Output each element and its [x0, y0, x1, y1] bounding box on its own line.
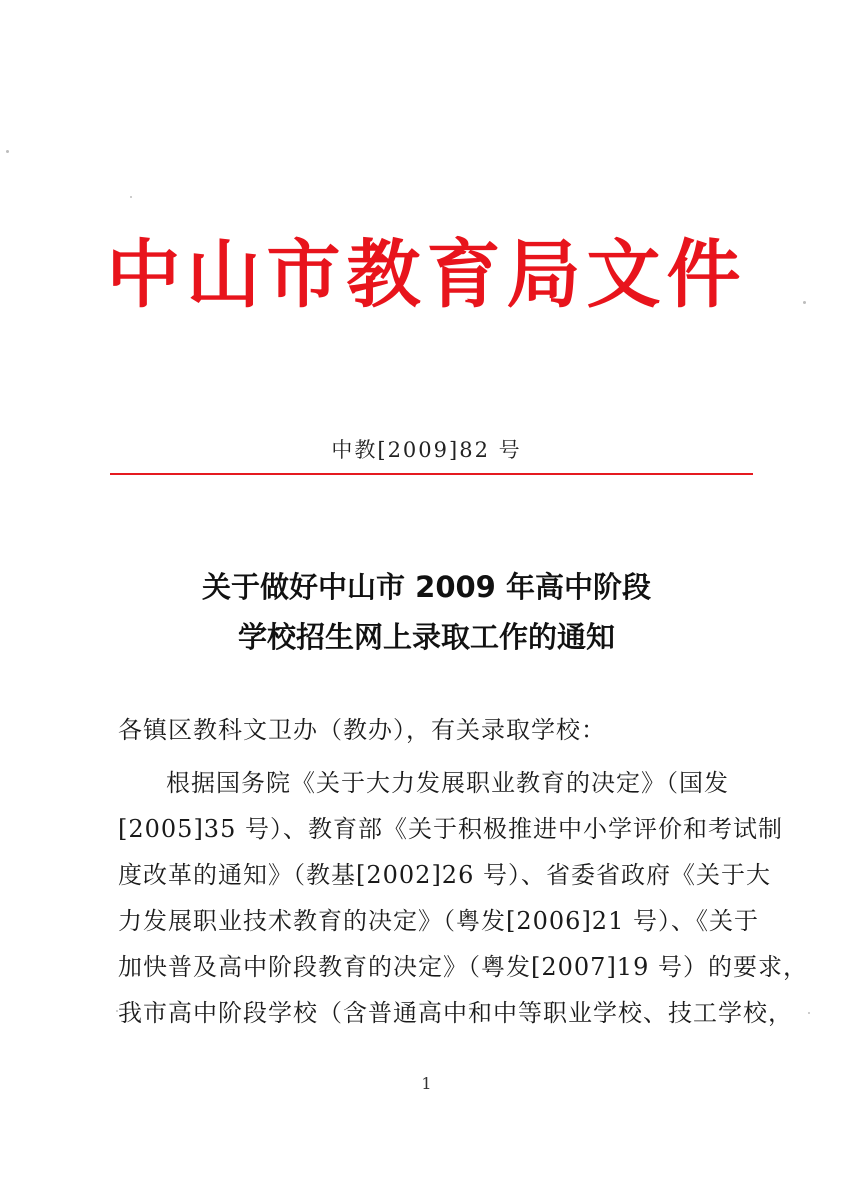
- body-line: [2005]35 号）、教育部《关于积极推进中小学评价和考试制: [118, 815, 783, 843]
- issuing-authority-title: 中山市教育局文件: [106, 232, 747, 318]
- document-title-line-2: 学校招生网上录取工作的通知: [237, 620, 615, 654]
- document-title: [0, 562, 853, 662]
- scan-speck: [803, 301, 806, 304]
- body-line: 我市高中阶段学校（含普通高中和中等职业学校、技工学校，: [118, 999, 793, 1027]
- body-line: 力发展职业技术教育的决定》（粤发[2006]21 号）、《关于: [118, 907, 759, 935]
- body-line: 加快普及高中阶段教育的决定》（粤发[2007]19 号）的要求，: [118, 953, 808, 981]
- scan-speck: [130, 196, 132, 198]
- salutation: 各镇区教科文卫办（教办），有关录取学校：: [118, 716, 606, 744]
- body-line: 度改革的通知》（教基[2002]26 号）、省委省政府《关于大: [118, 861, 771, 889]
- scan-speck: [6, 150, 9, 153]
- body-paragraph: [118, 760, 808, 1036]
- scan-speck: [808, 1012, 810, 1014]
- scan-speck: [116, 1010, 118, 1012]
- document-number: 中教[2009]82 号: [331, 438, 522, 462]
- page-number: 1: [421, 1074, 432, 1093]
- document-title-line-1: 关于做好中山市 2009 年高中阶段: [202, 570, 651, 604]
- red-divider-line: [110, 473, 753, 475]
- body-line: 根据国务院《关于大力发展职业教育的决定》（国发: [166, 769, 729, 797]
